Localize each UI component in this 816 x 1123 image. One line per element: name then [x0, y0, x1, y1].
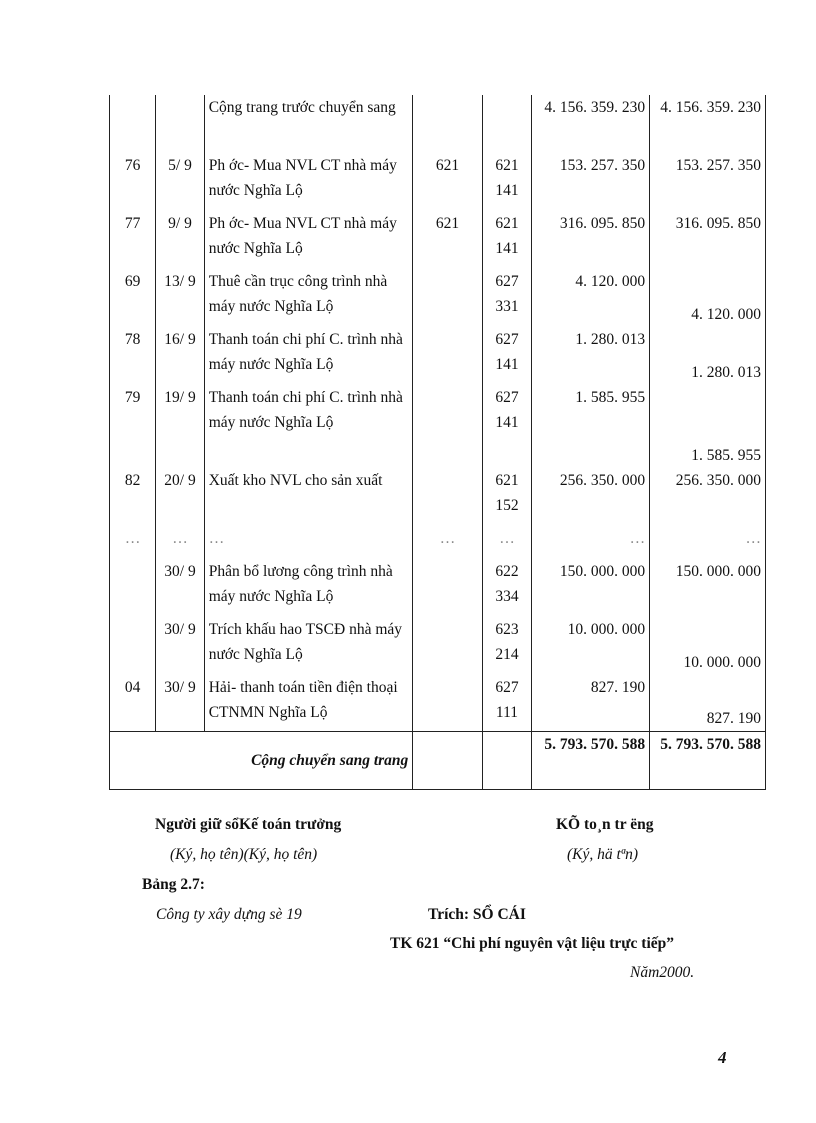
voucher-date: 16/ 9: [156, 327, 204, 385]
signature-right-sub: (Ký, hä tªn): [567, 846, 638, 863]
contra-account: 622 334: [482, 559, 531, 617]
account: [413, 385, 483, 468]
description: Thuê cần trục công trình nhà máy nước Nghĩa Lộ: [204, 269, 413, 327]
account: [413, 468, 483, 526]
voucher-date: 19/ 9: [156, 385, 204, 468]
account: [413, 675, 483, 731]
year-label: Năm2000.: [630, 964, 695, 981]
voucher-date: …: [156, 526, 204, 559]
description: Cộng trang trước chuyển sang: [204, 95, 413, 153]
page-number: 4: [718, 1048, 727, 1067]
description: Trích khấu hao TSCĐ nhà máy nước Nghĩa Lộ: [204, 617, 413, 675]
voucher-date: 13/ 9: [156, 269, 204, 327]
total-empty-cell: [413, 731, 483, 789]
voucher-number: 82: [110, 468, 156, 526]
total-label: Cộng chuyển sang trang: [110, 731, 413, 789]
amount: 4. 156. 359. 230: [532, 95, 650, 153]
account: [413, 269, 483, 327]
voucher-date: 20/ 9: [156, 468, 204, 526]
voucher-number: 69: [110, 269, 156, 327]
total-amount: 10. 000. 000: [650, 617, 766, 675]
contra-account: 627 141: [482, 327, 531, 385]
amount: 10. 000. 000: [532, 617, 650, 675]
total-row: [110, 731, 766, 789]
contra-account: 627 111: [482, 675, 531, 731]
amount: …: [532, 526, 650, 559]
amount: 1. 585. 955: [532, 385, 650, 468]
total-amount: 153. 257. 350: [650, 153, 766, 211]
account: 621: [413, 153, 483, 211]
contra-account: 627 141: [482, 385, 531, 468]
account: [413, 617, 483, 675]
description: Ph ớc- Mua NVL CT nhà máy nước Nghĩa Lộ: [204, 153, 413, 211]
total-amount: …: [650, 526, 766, 559]
total-amount: 827. 190: [650, 675, 766, 731]
total-amount: 1. 280. 013: [650, 327, 766, 385]
table-row: [110, 385, 766, 468]
total-amount: 256. 350. 000: [650, 468, 766, 526]
description: …: [204, 526, 413, 559]
voucher-number: …: [110, 526, 156, 559]
voucher-number: 76: [110, 153, 156, 211]
voucher-date: [156, 95, 204, 153]
voucher-date: 30/ 9: [156, 617, 204, 675]
table-row: [110, 468, 766, 526]
table-row: [110, 526, 766, 559]
ledger-extract-title: Trích: SỔ CÁI: [428, 906, 526, 923]
contra-account: 627 331: [482, 269, 531, 327]
account: 621: [413, 211, 483, 269]
contra-account: 623 214: [482, 617, 531, 675]
description: Thanh toán chi phí C. trình nhà máy nước Nghĩa Lộ: [204, 327, 413, 385]
table-label: Bảng 2.7:: [142, 876, 205, 893]
account: [413, 95, 483, 153]
amount: 4. 120. 000: [532, 269, 650, 327]
voucher-date: 30/ 9: [156, 559, 204, 617]
amount: 1. 280. 013: [532, 327, 650, 385]
total-amount: 4. 156. 359. 230: [650, 95, 766, 153]
table-row: [110, 211, 766, 269]
account: [413, 559, 483, 617]
contra-account: 621 141: [482, 153, 531, 211]
contra-account: …: [482, 526, 531, 559]
signature-left-sub: (Ký, họ tên)(Ký, họ tên): [170, 846, 318, 863]
account: …: [413, 526, 483, 559]
voucher-date: 9/ 9: [156, 211, 204, 269]
voucher-number: 77: [110, 211, 156, 269]
total-amount: 1. 585. 955: [650, 385, 766, 468]
description: Thanh toán chi phí C. trình nhà máy nước Nghĩa Lộ: [204, 385, 413, 468]
voucher-number: [110, 559, 156, 617]
voucher-number: 79: [110, 385, 156, 468]
voucher-number: [110, 617, 156, 675]
description: Hải- thanh toán tiền điện thoại CTNMN Nghĩa Lộ: [204, 675, 413, 731]
contra-account: [482, 95, 531, 153]
amount: 316. 095. 850: [532, 211, 650, 269]
table-row: [110, 269, 766, 327]
total-amount: 316. 095. 850: [650, 211, 766, 269]
contra-account: 621 141: [482, 211, 531, 269]
table-row: [110, 95, 766, 153]
voucher-number: [110, 95, 156, 153]
description: Xuất kho NVL cho sản xuất: [204, 468, 413, 526]
account-title: TK 621 “Chi phí nguyên vật liệu trực tiếp”: [390, 935, 675, 952]
voucher-number: 04: [110, 675, 156, 731]
signature-left-title: Người giữ sổKế toán trưởng: [155, 816, 342, 833]
amount: 256. 350. 000: [532, 468, 650, 526]
total-amount-carried: 5. 793. 570. 588: [532, 731, 650, 789]
amount: 827. 190: [532, 675, 650, 731]
voucher-number: 78: [110, 327, 156, 385]
total-sum-carried: 5. 793. 570. 588: [650, 731, 766, 789]
signature-right-title: KÕ to¸n tr ëng: [556, 816, 654, 833]
account: [413, 327, 483, 385]
description: Ph ớc- Mua NVL CT nhà máy nước Nghĩa Lộ: [204, 211, 413, 269]
table-row: [110, 559, 766, 617]
table-row: [110, 153, 766, 211]
table-row: [110, 617, 766, 675]
amount: 153. 257. 350: [532, 153, 650, 211]
ledger-table: [109, 95, 766, 790]
total-amount: 150. 000. 000: [650, 559, 766, 617]
voucher-date: 30/ 9: [156, 675, 204, 731]
voucher-date: 5/ 9: [156, 153, 204, 211]
total-amount: 4. 120. 000: [650, 269, 766, 327]
table-row: [110, 327, 766, 385]
contra-account: 621 152: [482, 468, 531, 526]
description: Phân bổ lương công trình nhà máy nước Nghĩa Lộ: [204, 559, 413, 617]
company-name: Công ty xây dựng sè 19: [156, 906, 302, 923]
amount: 150. 000. 000: [532, 559, 650, 617]
total-empty-cell: [482, 731, 531, 789]
table-row: [110, 675, 766, 731]
